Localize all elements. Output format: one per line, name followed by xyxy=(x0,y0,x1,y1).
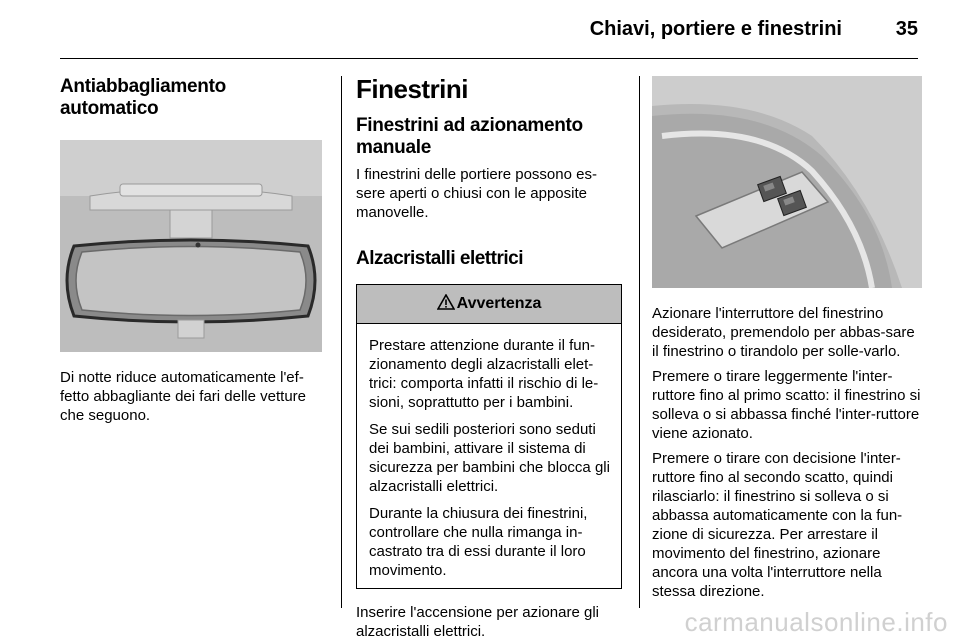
middle-column xyxy=(356,66,622,641)
header-rule xyxy=(60,58,918,59)
power-window-switch-illustration xyxy=(652,76,922,288)
column-divider xyxy=(341,76,342,608)
page-number: 35 xyxy=(895,18,918,40)
power-window-switch-image xyxy=(652,76,922,288)
subsection-manual-windows: Finestrini ad azionamento manuale xyxy=(356,115,583,158)
antiglare-paragraph: Di notte riduce automaticamente l'ef-fetto abbagliante dei fari delle vetture che seguono. xyxy=(60,369,306,424)
window-paragraph: Azionare l'interruttore del finestrino desiderato, premendolo per abbas-sare il finestrino o tirandolo per solle-varlo. xyxy=(652,305,915,360)
warning-body xyxy=(357,324,621,588)
left-column xyxy=(60,66,324,425)
subsection-power-windows: Alzacristalli elettrici xyxy=(356,248,523,269)
rear-view-mirror-image xyxy=(60,140,322,352)
warning-box xyxy=(356,284,622,589)
header-title: Chiavi, portiere e finestrini xyxy=(589,18,842,40)
ignition-paragraph: Inserire l'accensione per azionare gli alzacristalli elettrici. xyxy=(356,604,599,640)
warning-header xyxy=(357,285,621,324)
window-paragraph: Premere o tirare leggermente l'inter-ruttore fino al primo scatto: il finestrino si solleva o si abbassa finché l'inter-ruttore viene azionato. xyxy=(652,368,921,442)
warning-heading: Avvertenza xyxy=(456,295,542,312)
warning-paragraph: Se sui sedili posteriori sono seduti dei bambini, attivare il sistema di sicurezza per bambini che blocca gli alzacristalli elettrici. xyxy=(369,421,610,495)
rear-view-mirror-illustration xyxy=(60,140,322,352)
section-heading-antiglare: Antiabbagliamento automatico xyxy=(60,76,226,119)
window-paragraph: Premere o tirare con decisione l'inter-ruttore fino al secondo scatto, quindi rilasciarlo: il finestrino si solleva o si abbassa automaticamente con la fun-zione di sicurezza. Per arrestare il movimento del finestrino, azionare ancora una volta l'interruttore nella stessa direzione. xyxy=(652,450,903,600)
warning-paragraph: Prestare attenzione durante il fun-zionamento degli alzacristalli elet-trici: comporta infatti il rischio di le-sioni, soprattutto per i bambini. xyxy=(369,337,599,411)
warning-triangle-icon xyxy=(437,294,455,315)
section-title-windows: Finestrini xyxy=(356,74,469,104)
manual-windows-paragraph: I finestrini delle portiere possono es-sere aperti o chiusi con le apposite manovelle. xyxy=(356,166,597,221)
watermark: carmanualsonline.info xyxy=(684,607,948,637)
column-divider xyxy=(639,76,640,608)
right-column xyxy=(652,66,922,601)
warning-paragraph: Durante la chiusura dei finestrini, controllare che nulla rimanga in-castrato tra di essi durante il loro movimento. xyxy=(369,505,588,579)
